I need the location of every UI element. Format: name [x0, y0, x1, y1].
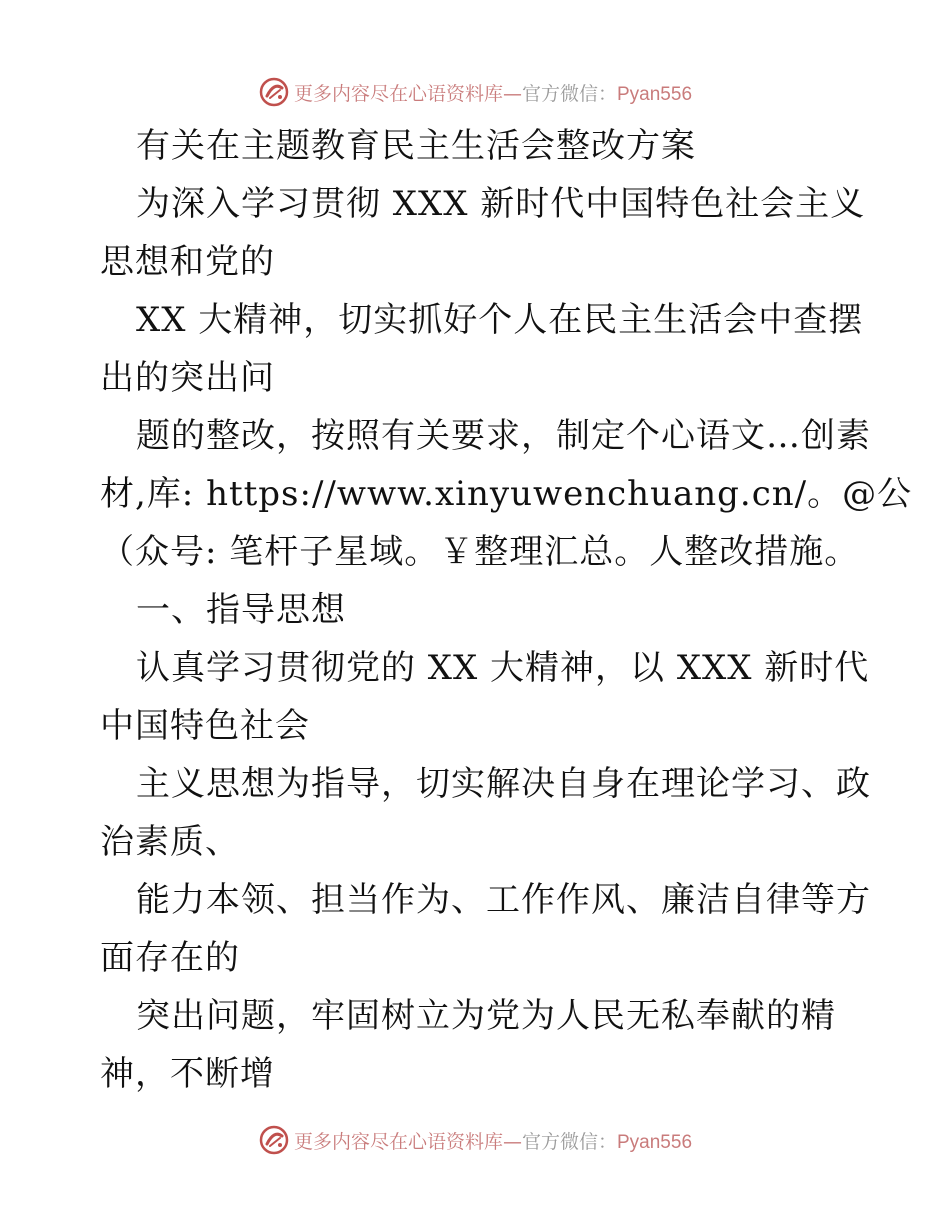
footer-brand-text: 更多内容尽在心语资料库 — [293, 1130, 503, 1153]
paragraph-line: 面存在的 — [100, 938, 240, 978]
header-banner — [0, 72, 950, 112]
paragraph-line: 为深入学习贯彻 XXX 新时代中国特色社会主义 — [136, 184, 866, 224]
paragraph-line: XX 大精神，切实抓好个人在民主生活会中查摆 — [136, 300, 864, 340]
red-seal-logo-icon — [258, 76, 290, 108]
section-heading: 一、指导思想 — [136, 590, 346, 630]
paragraph-line: 主义思想为指导，切实解决自身在理论学习、政 — [136, 764, 871, 804]
footer-official-label: 官方微信： — [521, 1130, 617, 1153]
header-official-label: 官方微信： — [521, 82, 617, 105]
paragraph-line: 题的整改，按照有关要求，制定个心语文…创素 — [136, 416, 871, 456]
footer-banner — [0, 1120, 950, 1160]
paragraph-line: 突出问题，牢固树立为党为人民无私奉献的精 — [136, 996, 836, 1036]
header-banner-text — [294, 79, 692, 106]
footer-separator: — — [502, 1130, 522, 1153]
paragraph-line: 治素质、 — [100, 822, 240, 862]
paragraph-line: 材,库: https://www.xinyuwenchuang.cn/。@公 — [100, 474, 913, 514]
paragraph-line: 出的突出问 — [100, 358, 275, 398]
header-brand-text: 更多内容尽在心语资料库 — [293, 82, 503, 105]
paragraph-line: 认真学习贯彻党的 XX 大精神，以 XXX 新时代 — [136, 648, 870, 688]
paragraph-line: 能力本领、担当作为、工作作风、廉洁自律等方 — [136, 880, 871, 920]
paragraph-line: （众号: 笔杆子星域。￥整理汇总。人整改措施。 — [100, 532, 860, 572]
red-seal-logo-icon — [258, 1124, 290, 1156]
header-separator: — — [502, 82, 522, 105]
header-wechat-handle: Pyan556 — [617, 83, 693, 105]
paragraph-line: 神，不断增 — [100, 1054, 275, 1094]
paragraph-line: 思想和党的 — [100, 242, 275, 282]
paragraph-line: 中国特色社会 — [100, 706, 310, 746]
footer-wechat-handle: Pyan556 — [617, 1131, 693, 1153]
footer-banner-text — [294, 1127, 692, 1154]
document-title: 有关在主题教育民主生活会整改方案 — [136, 126, 696, 166]
